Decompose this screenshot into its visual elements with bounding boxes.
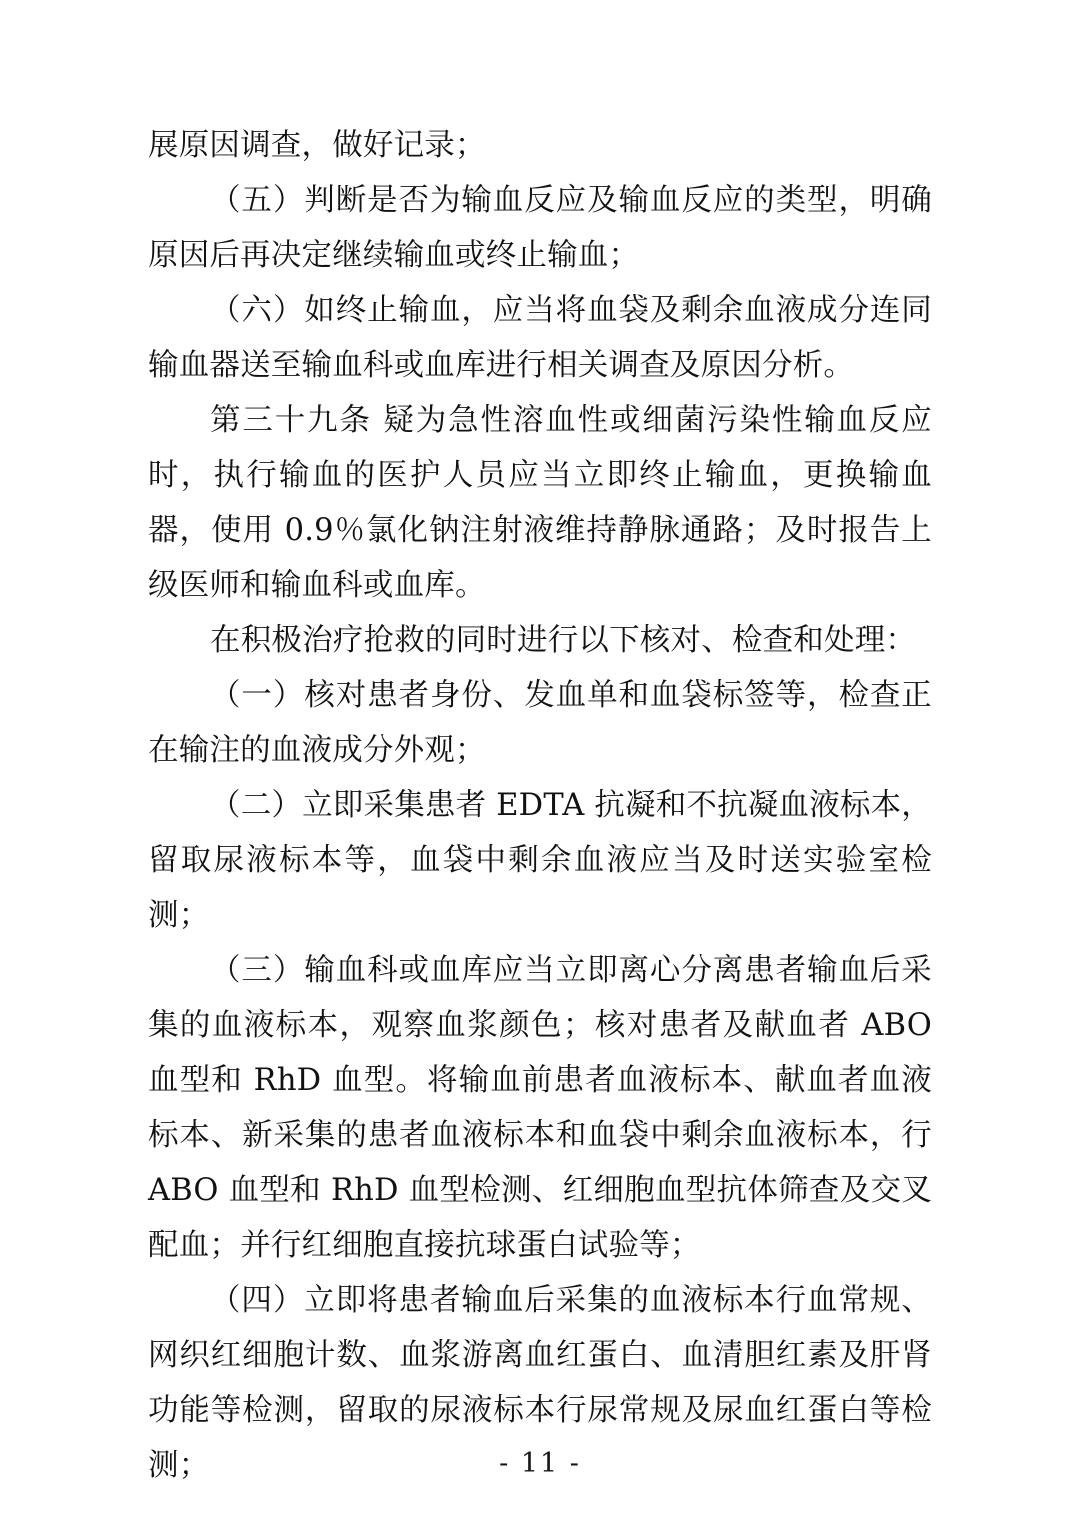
paragraph: 展原因调查，做好记录； xyxy=(148,128,486,163)
paragraph: （二）立即采集患者 EDTA 抗凝和不抗凝血液标本，留取尿液标本等，血袋中剩余血液应当及时送实验室检测； xyxy=(148,788,933,933)
paragraph: 在积极治疗抢救的同时进行以下核对、检查和处理： xyxy=(210,623,917,658)
document-body xyxy=(148,118,932,1493)
paragraph: （六）如终止输血，应当将血袋及剩余血液成分连同输血器送至输血科或血库进行相关调查及原因分析。 xyxy=(148,293,932,383)
paragraph: （五）判断是否为输血反应及输血反应的类型，明确原因后再决定继续输血或终止输血； xyxy=(148,183,932,273)
paragraph: （一）核对患者身份、发血单和血袋标签等，检查正在输注的血液成分外观； xyxy=(148,678,932,768)
paragraph: （三）输血科或血库应当立即离心分离患者输血后采集的血液标本，观察血浆颜色；核对患者及献血者 ABO 血型和 RhD 血型。将输血前患者血液标本、献血者血液标本、新采集的患者血液标本和血袋中剩余血液标本，行 ABO 血型和 RhD 血型检测、红细胞血型抗体筛查及交叉配血；并行红细胞直接抗球蛋白试验等； xyxy=(148,953,932,1263)
paragraph: （四）立即将患者输血后采集的血液标本行血常规、网织红细胞计数、血浆游离血红蛋白、血清胆红素及肝肾功能等检测，留取的尿液标本行尿常规及尿血红蛋白等检测； xyxy=(148,1283,932,1483)
page-number: - 11 - xyxy=(499,1448,581,1479)
paragraph-article-39: 第三十九条 疑为急性溶血性或细菌污染性输血反应时，执行输血的医护人员应当立即终止输血，更换输血器，使用 0.9％氯化钠注射液维持静脉通路；及时报告上级医师和输血科或血库。 xyxy=(148,403,932,603)
